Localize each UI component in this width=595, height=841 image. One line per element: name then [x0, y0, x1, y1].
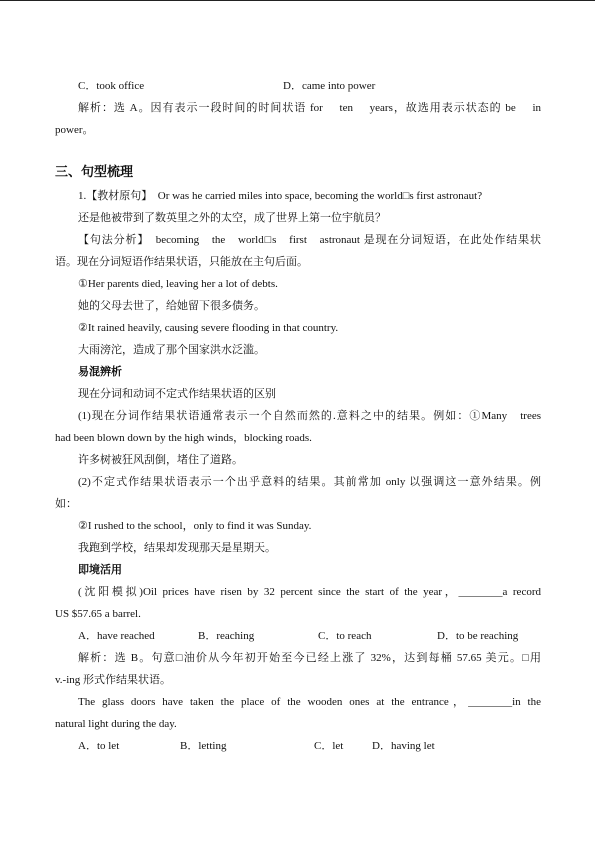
q1-analysis-line2: v.-ing 形式作结果状语。 — [55, 674, 172, 686]
q1-stem-line1: (沈阳模拟)Oil prices have risen by 32 percent since the start of the year，________a record — [78, 586, 541, 598]
example-2-zh: 大雨滂沱，造成了那个国家洪水泛滥。 — [78, 344, 265, 356]
analysis-prev-line1: 解析：选 A。因有表示一段时间的时间状语 for ten years，故选用表示状态的 be in — [78, 102, 541, 114]
option-d: D．came into power — [283, 80, 376, 92]
q2-option-c: C．let — [314, 740, 344, 752]
q2-stem-line1: The glass doors have taken the place of the wooden ones at the entrance，________in the — [78, 696, 541, 708]
example-1-en: ①Her parents died, leaving her a lot of debts. — [78, 278, 278, 290]
confusion-p2-example: ②I rushed to the school，only to find it was Sunday. — [78, 520, 312, 532]
confusion-p2-line1: (2)不定式作结果状语表示一个出乎意料的结果。其前常加 only 以强调这一意外结果。例 — [78, 476, 541, 488]
page-top-rule — [0, 0, 595, 1]
confusion-p1-line2: had been blown down by the high winds，blocking roads. — [55, 432, 312, 444]
q1-stem-line2: US $57.65 a barrel. — [55, 608, 141, 620]
confusion-p2-zh: 我跑到学校，结果却发现那天是星期天。 — [78, 542, 276, 554]
confusion-intro: 现在分词和动词不定式作结果状语的区别 — [78, 388, 276, 400]
analysis-prev-line2: power。 — [55, 124, 94, 136]
q1-option-b: B．reaching — [198, 630, 255, 642]
item1-source-sentence: 1.【教材原句】 Or was he carried miles into space, becoming the world□s first astronaut? — [78, 190, 483, 202]
confusion-p1-zh: 许多树被狂风刮倒，堵住了道路。 — [78, 454, 243, 466]
q1-option-a: A．have reached — [78, 630, 155, 642]
section-heading: 三、句型梳理 — [55, 164, 134, 179]
confusion-p2-line2: 如： — [55, 498, 77, 510]
q2-stem-line2: natural light during the day. — [55, 718, 177, 730]
confusion-title: 易混辨析 — [78, 366, 122, 378]
q2-option-a: A．to let — [78, 740, 120, 752]
syntax-analysis-line1: 【句法分析】 becoming the world□s first astronaut 是现在分词短语，在此处作结果状 — [78, 234, 541, 246]
q2-option-b: B．letting — [180, 740, 227, 752]
q1-option-d: D．to be reaching — [437, 630, 519, 642]
confusion-p1-line1: (1)现在分词作结果状语通常表示一个自然而然的.意料之中的结果。例如：①Many trees — [78, 410, 541, 422]
syntax-analysis-line2: 语。现在分词短语作结果状语，只能放在主句后面。 — [55, 256, 308, 268]
q1-analysis-line1: 解析：选 B。句意□油价从今年初开始至今已经上涨了 32%，达到每桶 57.65 美元。□用 — [78, 652, 541, 664]
q1-option-c: C．to reach — [318, 630, 372, 642]
example-1-zh: 她的父母去世了，给她留下很多债务。 — [78, 300, 265, 312]
option-c: C．took office — [78, 80, 145, 92]
q2-option-d: D．having let — [372, 740, 435, 752]
practice-title: 即境活用 — [78, 564, 122, 576]
example-2-en: ②It rained heavily, causing severe flooding in that country. — [78, 322, 339, 334]
item1-translation: 还是他被带到了数英里之外的太空，成了世界上第一位宇航员？ — [78, 212, 386, 224]
